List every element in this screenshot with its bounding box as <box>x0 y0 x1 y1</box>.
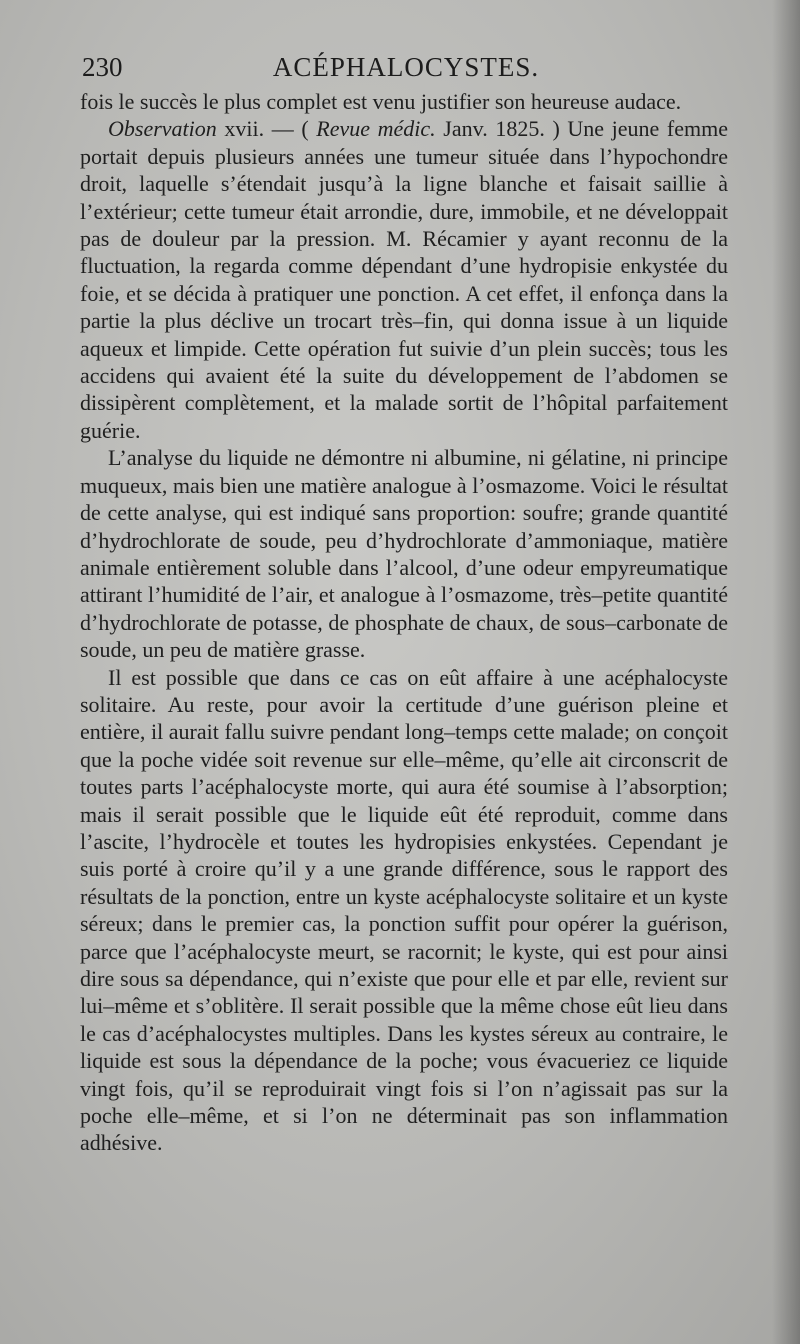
paragraph-analysis: L’analyse du liquide ne démontre ni albumine, ni gélatine, ni principe muqueux, mais bien une matière analogue à l’osmazome. Voici le résultat de cette analyse, qui est indiqué sans proportion: soufre; grande quantité d’hydrochlorate de soude, peu d’hydrochlorate d’ammoniaque, matière animale entièrement soluble dans l’alcool, d’une odeur empyreumatique attirant l’humidité de l’air, et analogue à l’osmazome, très–petite quantité d’hydrochlorate de potasse, de phosphate de chaux, de sous–carbonate de soude, un peu de matière grasse. <box>80 445 728 663</box>
paragraph-continuation: fois le succès le plus complet est venu justifier son heureuse audace. <box>80 89 682 114</box>
observation-number: xvii. — ( <box>216 116 317 142</box>
running-title: ACÉPHALOCYSTES. <box>272 52 540 82</box>
page-edge-shadow <box>772 0 800 1344</box>
observation-label: Observation <box>108 116 217 142</box>
page-number: 230 <box>82 52 123 82</box>
observation-date: Janv. 1825. ) <box>435 116 568 142</box>
page-header <box>82 52 730 88</box>
paragraph-discussion: Il est possible que dans ce cas on eût affaire à une acéphalocyste solitaire. Au reste, pour avoir la certitude d’une guérison pleine et entière, il aurait fallu suivre pendant long–temps cette malade; on conçoit que la poche vidée soit revenue sur elle–même, qu’elle ait circonscrit de toutes parts l’acéphalocyste morte, qui aura été soumise à l’absorption; mais il serait possible que le liquide eût été reproduit, comme dans l’ascite, l’hydrocèle et toutes les hydropisies enkystées. Cependant je suis porté à croire qu’il y a une grande différence, sous le rapport des résultats de la ponction, entre un kyste acéphalocyste solitaire et un kyste séreux; dans le premier cas, la ponction suffit pour opérer la guérison, parce que l’acéphalocyste meurt, se racornit; le kyste, qui est pour ainsi dire sous sa dépendance, qui n’existe que pour elle et par elle, revient sur lui–même et s’oblitère. Il serait possible que la même chose eût lieu dans le cas d’acéphalocystes multiples. Dans les kystes séreux au contraire, le liquide est sous la dépendance de la poche; vous évacueriez ce liquide vingt fois, qu’il se reproduirait vingt fois si l’on n’agissait pas sur la poche elle–même, et si l’on ne déterminait pas son inflammation adhésive. <box>80 664 728 1156</box>
paragraph-observation <box>80 115 728 444</box>
observation-text: Une jeune femme portait depuis plusieurs années une tumeur située dans l’hypochondre droit, laquelle s’étendait jusqu’à la ligne blanche et faisait saillie à l’extérieur; cette tumeur était arrondie, dure, immobile, et ne développait pas de douleur par la pression. M. Récamier y ayant reconnu de la fluctuation, la regarda comme dépendant d’une hydropisie enkystée du foie, et se décida à pratiquer une ponction. A cet effet, il enfonça dans la partie la plus déclive un trocart très–fin, qui donna issue à un liquide aqueux et limpide. Cette opération fut suivie d’un plein succès; tous les accidens qui avaient été la suite du développement de l’abdomen se dissipèrent complètement, et la malade sortit de l’hôpital parfaitement guérie. <box>80 116 729 443</box>
observation-source: Revue médic. <box>316 116 436 142</box>
body-text <box>80 88 728 1157</box>
